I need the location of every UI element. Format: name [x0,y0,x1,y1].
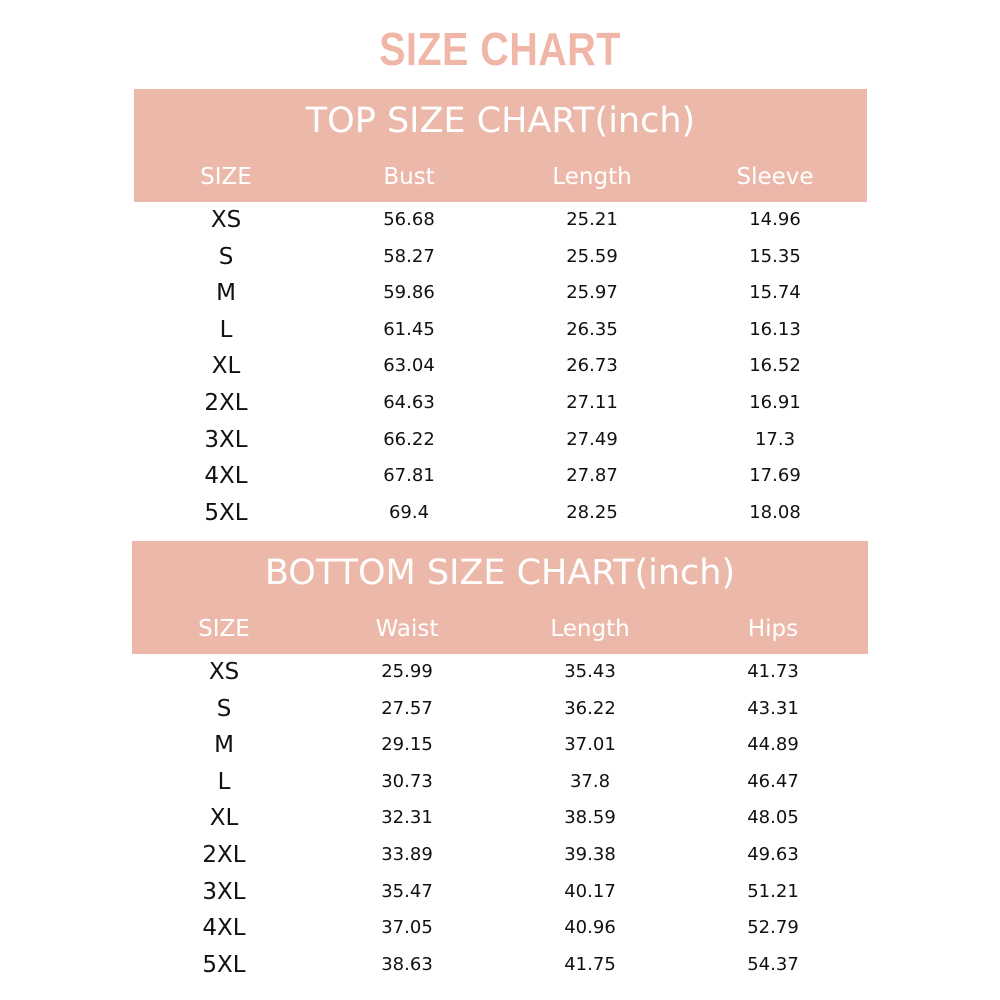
size-label-cell: M [216,280,236,307]
measurement-cell: 41.75 [564,953,616,975]
top-chart-column-headers [134,161,867,193]
measurement-cell: 43.31 [747,697,799,719]
measurement-cell: 25.59 [566,245,618,267]
table-row [134,275,867,312]
table-row [134,239,867,276]
measurement-cell: 25.99 [381,661,433,682]
measurement-cell: 27.87 [566,465,618,487]
measurement-cell: 46.47 [747,770,799,792]
measurement-cell: 35.43 [564,661,616,682]
measurement-cell: 38.63 [381,953,433,975]
measurement-cell: 48.05 [747,807,799,829]
measurement-cell: 26.73 [566,355,618,377]
size-label-cell: 3XL [202,878,246,905]
measurement-cell: 16.52 [749,355,801,377]
table-row [134,348,867,385]
table-row [132,764,868,801]
column-header-hips: Hips [747,616,799,642]
measurement-cell: 67.81 [383,465,435,487]
measurement-cell: 15.35 [749,245,801,267]
measurement-cell: 37.05 [381,917,433,939]
column-header-length: Length [552,164,632,190]
measurement-cell: 15.74 [749,282,801,304]
top-size-chart [134,89,867,531]
bottom-size-chart [132,541,868,983]
table-row [132,727,868,764]
page-title: SIZE CHART [379,23,621,75]
size-label-cell: XL [209,805,239,832]
measurement-cell: 25.21 [566,209,618,230]
table-row [134,422,867,459]
measurement-cell: 37.01 [564,734,616,756]
table-row [132,874,868,911]
table-row [134,495,867,532]
top-chart-rows [134,202,867,531]
measurement-cell: 32.31 [381,807,433,829]
table-row [134,312,867,349]
measurement-cell: 36.22 [564,697,616,719]
column-header-sleeve: Sleeve [736,164,814,190]
measurement-cell: 49.63 [747,843,799,865]
table-row [132,947,868,984]
table-row [132,910,868,947]
measurement-cell: 28.25 [566,501,618,523]
measurement-cell: 33.89 [381,843,433,865]
bottom-chart-title: BOTTOM SIZE CHART(inch) [264,553,736,593]
measurement-cell: 40.17 [564,880,616,902]
size-label-cell: 2XL [202,841,246,868]
bottom-chart-column-headers [132,613,868,645]
size-label-cell: 3XL [204,426,248,453]
measurement-cell: 69.4 [388,501,430,523]
table-row [132,654,868,691]
top-chart-header [134,89,867,202]
column-header-size: SIZE [200,164,252,190]
measurement-cell: 29.15 [381,734,433,756]
measurement-cell: 63.04 [383,355,435,377]
measurement-cell: 18.08 [749,501,801,523]
measurement-cell: 25.97 [566,282,618,304]
bottom-chart-rows [132,654,868,983]
table-row [134,385,867,422]
size-label-cell: 4XL [202,915,246,942]
measurement-cell: 37.8 [569,770,611,792]
size-label-cell: XL [211,353,241,380]
size-label-cell: 2XL [204,389,248,416]
measurement-cell: 40.96 [564,917,616,939]
measurement-cell: 17.69 [749,465,801,487]
measurement-cell: 26.35 [566,318,618,340]
column-header-size: SIZE [198,616,250,642]
measurement-cell: 39.38 [564,843,616,865]
size-label-cell: L [219,316,233,343]
top-chart-title: TOP SIZE CHART(inch) [305,101,696,141]
measurement-cell: 27.49 [566,428,618,450]
measurement-cell: 17.3 [754,428,796,450]
column-header-waist: Waist [375,616,439,642]
measurement-cell: 16.91 [749,391,801,413]
table-row [134,458,867,495]
size-label-cell: XS [208,659,240,685]
size-label-cell: 5XL [202,951,246,978]
size-label-cell: 5XL [204,499,248,526]
measurement-cell: 14.96 [749,209,801,230]
measurement-cell: 38.59 [564,807,616,829]
measurement-cell: 44.89 [747,734,799,756]
measurement-cell: 35.47 [381,880,433,902]
table-row [134,202,867,239]
table-row [132,800,868,837]
size-label-cell: S [218,243,234,270]
measurement-cell: 61.45 [383,318,435,340]
size-label-cell: S [216,695,232,722]
size-label-cell: L [217,768,231,795]
measurement-cell: 54.37 [747,953,799,975]
measurement-cell: 52.79 [747,917,799,939]
size-label-cell: XS [210,207,242,233]
measurement-cell: 30.73 [381,770,433,792]
bottom-chart-header [132,541,868,654]
measurement-cell: 66.22 [383,428,435,450]
measurement-cell: 27.11 [566,391,618,413]
measurement-cell: 51.21 [747,880,799,902]
measurement-cell: 64.63 [383,391,435,413]
size-label-cell: M [214,732,234,759]
size-label-cell: 4XL [204,463,248,490]
measurement-cell: 59.86 [383,282,435,304]
table-row [132,837,868,874]
measurement-cell: 16.13 [749,318,801,340]
column-header-length: Length [550,616,630,642]
table-row [132,691,868,728]
measurement-cell: 41.73 [747,661,799,682]
measurement-cell: 56.68 [383,209,435,230]
measurement-cell: 27.57 [381,697,433,719]
measurement-cell: 58.27 [383,245,435,267]
column-header-bust: Bust [383,164,435,190]
